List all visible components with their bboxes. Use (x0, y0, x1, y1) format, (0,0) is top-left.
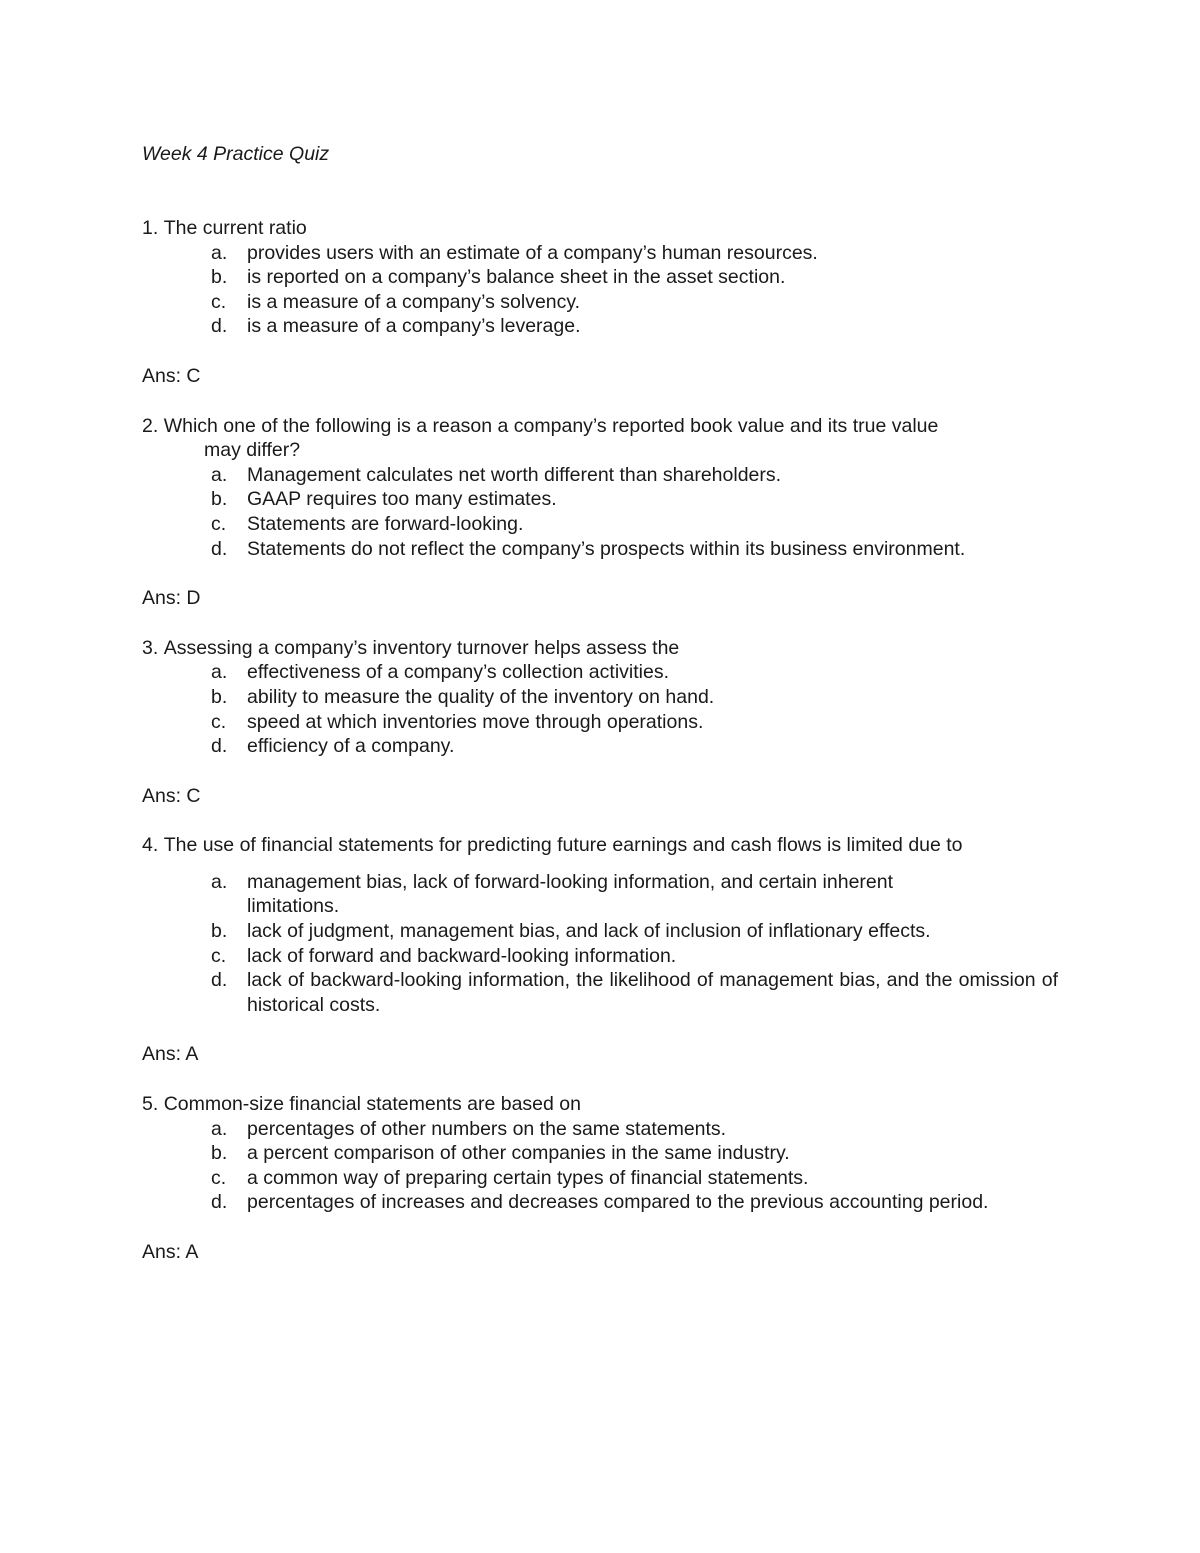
question-text: Common-size financial statements are based on (163, 1093, 581, 1116)
option-letter: b. (211, 266, 228, 289)
option-text: is a measure of a company’s leverage. (247, 315, 581, 338)
option-letter: a. (211, 1117, 228, 1140)
answer-line: Ans: C (142, 364, 201, 387)
option-b (142, 265, 1058, 290)
option-b (142, 1141, 1058, 1166)
option-list (142, 660, 1058, 758)
answer-line: Ans: D (142, 587, 201, 610)
quiz-title: Week 4 Practice Quiz (142, 143, 330, 165)
option-d (142, 314, 1058, 339)
option-text: percentages of other numbers on the same statements. (247, 1117, 727, 1140)
option-text: speed at which inventories move through operations. (247, 710, 704, 733)
question-5 (142, 1092, 1058, 1265)
question-text-continued: may differ? (204, 439, 301, 462)
option-d (142, 1190, 1058, 1215)
question-number: 4. (142, 834, 159, 857)
option-b (142, 685, 1058, 710)
question-number: 1. (142, 217, 159, 239)
option-letter: a. (211, 661, 228, 684)
option-a (142, 241, 1058, 266)
option-text: Statements do not reflect the company’s prospects within its business environment. (247, 537, 966, 560)
option-d (142, 734, 1058, 759)
option-letter: b. (211, 488, 228, 511)
option-a (142, 1117, 1058, 1142)
option-text: lack of backward-looking information, the likelihood of management bias, and the omission of historical costs. (247, 969, 1058, 1016)
option-d (142, 968, 1058, 1017)
question-text: The current ratio (163, 217, 307, 239)
question-number: 5. (142, 1093, 159, 1116)
question-1 (142, 216, 1058, 414)
option-text: ability to measure the quality of the inventory on hand. (247, 685, 715, 708)
option-text: provides users with an estimate of a company’s human resources. (247, 241, 818, 264)
option-letter: a. (211, 870, 228, 893)
question-stem (142, 414, 1058, 439)
option-c (142, 710, 1058, 735)
option-c (142, 944, 1058, 969)
option-a (142, 463, 1058, 488)
option-letter: a. (211, 463, 228, 486)
option-text: management bias, lack of forward-looking information, and certain inherent limitations. (247, 870, 894, 918)
question-stem (142, 216, 1058, 241)
option-text: is a measure of a company’s solvency. (247, 290, 581, 313)
question-2 (142, 414, 1058, 636)
option-letter: b. (211, 920, 228, 943)
answer-line: Ans: C (142, 784, 201, 807)
question-stem (142, 1092, 1058, 1117)
option-b (142, 487, 1058, 512)
option-text: a common way of preparing certain types of financial statements. (247, 1166, 809, 1189)
option-letter: d. (211, 1191, 228, 1214)
option-c (142, 512, 1058, 537)
question-stem (142, 636, 1058, 661)
option-letter: b. (211, 1142, 228, 1165)
option-list (142, 870, 1058, 1018)
option-letter: c. (211, 512, 227, 535)
answer-line: Ans: A (142, 1241, 199, 1263)
option-letter: c. (211, 710, 227, 733)
option-a (142, 870, 1058, 919)
option-list (142, 1117, 1058, 1215)
question-4 (142, 833, 1058, 1092)
option-letter: d. (211, 969, 228, 992)
question-3 (142, 636, 1058, 834)
option-text: Statements are forward-looking. (247, 512, 524, 535)
question-number: 3. (142, 636, 159, 659)
option-list (142, 463, 1058, 561)
document-page (142, 140, 1058, 1265)
option-b (142, 919, 1058, 944)
question-text: Which one of the following is a reason a company’s reported book value and its true value (163, 414, 939, 437)
option-letter: d. (211, 537, 228, 560)
option-letter: d. (211, 735, 228, 758)
option-text: GAAP requires too many estimates. (247, 488, 557, 511)
option-text: lack of judgment, management bias, and lack of inclusion of inflationary effects. (247, 920, 931, 943)
option-a (142, 660, 1058, 685)
option-letter: d. (211, 315, 228, 338)
question-stem (142, 833, 1058, 858)
option-letter: c. (211, 944, 227, 967)
option-letter: a. (211, 241, 228, 264)
answer-line: Ans: A (142, 1043, 199, 1066)
option-text: efficiency of a company. (247, 735, 455, 758)
option-text: Management calculates net worth different than shareholders. (247, 463, 782, 486)
option-c (142, 290, 1058, 315)
question-text: The use of financial statements for predicting future earnings and cash flows is limited due to (163, 834, 963, 857)
option-letter: c. (211, 290, 227, 313)
option-text: effectiveness of a company’s collection activities. (247, 661, 669, 684)
option-text: lack of forward and backward-looking information. (247, 944, 677, 967)
option-list (142, 241, 1058, 339)
option-d (142, 537, 1058, 562)
option-text: is reported on a company’s balance sheet in the asset section. (247, 266, 786, 289)
option-letter: c. (211, 1166, 227, 1189)
option-letter: b. (211, 685, 228, 708)
question-text: Assessing a company’s inventory turnover helps assess the (163, 636, 680, 659)
option-text: percentages of increases and decreases compared to the previous accounting period. (247, 1191, 989, 1214)
question-number: 2. (142, 414, 159, 437)
option-c (142, 1166, 1058, 1191)
option-text: a percent comparison of other companies in the same industry. (247, 1142, 790, 1165)
